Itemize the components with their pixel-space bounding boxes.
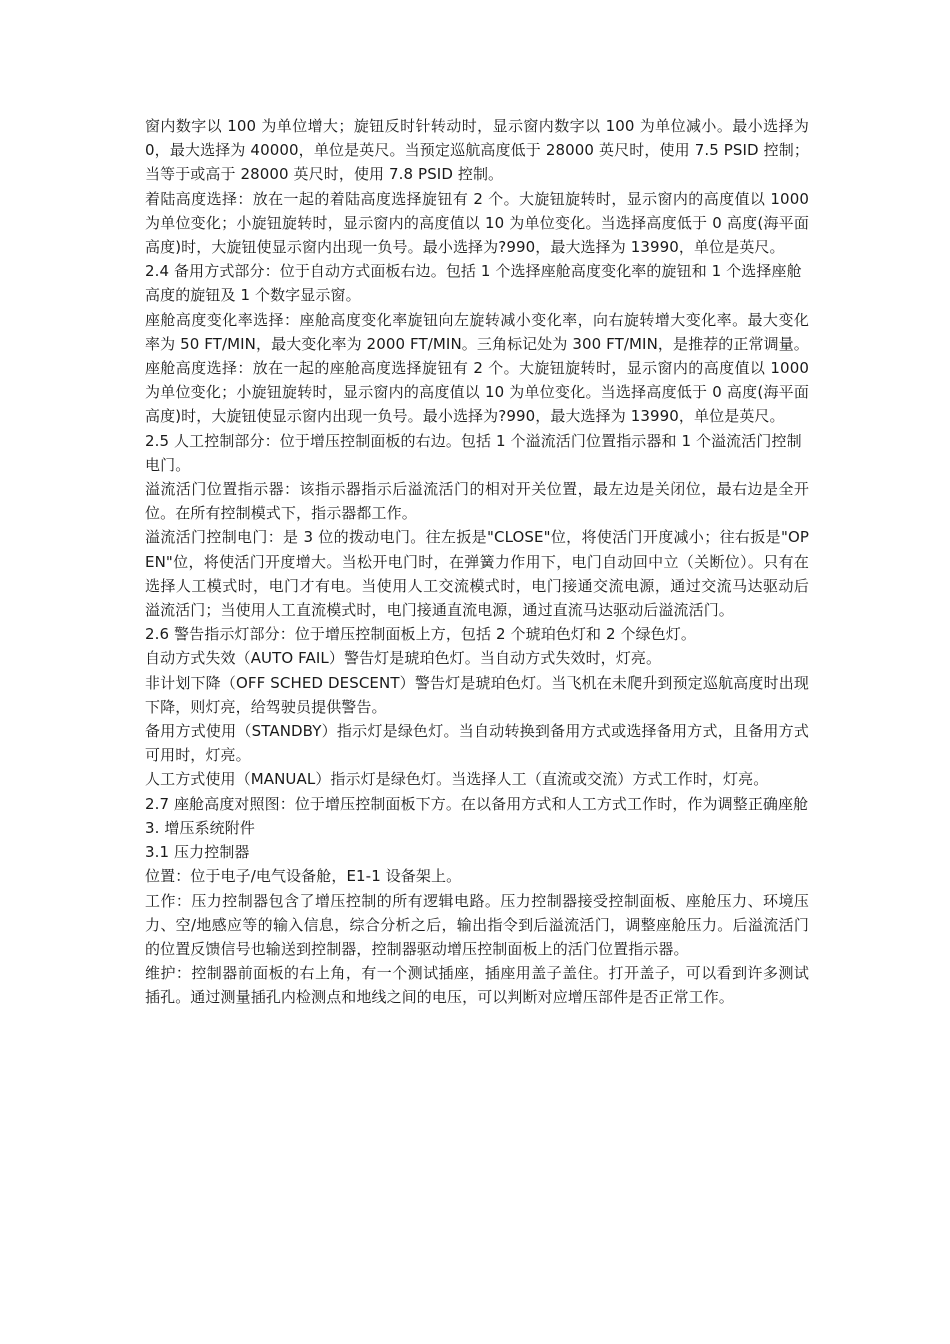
section-3-1-pressure-controller: 3.1 压力控制器	[145, 843, 250, 862]
paragraph-controller-operation: 工作：压力控制器包含了增压控制的所有逻辑电路。压力控制器接受控制面板、座舱压力、环境压力、空/地感应等的输入信息，综合分析之后，输出指令到后溢流活门，调整座舱压力。后溢流活门的位置反馈信号也输送到控制器，控制器驱动增压控制面板上的活门位置指示器。	[145, 891, 809, 958]
paragraph-landing-altitude: 着陆高度选择：放在一起的着陆高度选择旋钮有 2 个。大旋钮旋转时，显示窗内的高度值以 1000 为单位变化；小旋钮旋转时，显示窗内的高度值以 10 为单位变化。当选择高度低于 0 高度(海平面高度)时，大旋钮使显示窗内出现一负号。最小选择为?990，最大选择为 13990，单位是英尺。	[145, 189, 809, 257]
paragraph-cabin-altitude-selection: 座舱高度选择：放在一起的座舱高度选择旋钮有 2 个。大旋钮旋转时，显示窗内的高度值以 1000 为单位变化；小旋钮旋转时，显示窗内的高度值以 10 为单位变化。当选择高度低于 0 高度(海平面高度)时，大旋钮使显示窗内出现一负号。最小选择为?990，最大选择为 13990，单位是英尺。	[145, 359, 809, 426]
paragraph-outflow-valve-switch: 溢流活门控制电门：是 3 位的拨动电门。往左扳是"CLOSE"位，将使活门开度减小；往右扳是"OPEN"位，将使活门开度增大。当松开电门时，在弹簧力作用下，电门自动回中立（关断位）。只有在选择人工模式时，电门才有电。当使用人工交流模式时，电门接通交流电源，通过交流马达驱动后溢流活门；当使用人工直流模式时，电门接通直流电源，通过直流马达驱动后溢流活门。	[145, 528, 809, 620]
paragraph-cruise-altitude-continued: 窗内数字以 100 为单位增大；旋钮反时针转动时，显示窗内数字以 100 为单位减小。最小选择为 0，最大选择为 40000，单位是英尺。当预定巡航高度低于 28000 英尺时，使用 7.5 PSID 控制；当等于或高于 28000 英尺时，使用 7.8 PSID 控制。	[145, 117, 809, 184]
paragraph-off-sched-descent-light: 非计划下降（OFF SCHED DESCENT）警告灯是琥珀色灯。当飞机在未爬升到预定巡航高度时出现下降，则灯亮，给驾驶员提供警告。	[145, 673, 809, 716]
section-2-7-cabin-altitude-chart: 2.7 座舱高度对照图：位于增压控制面板下方。在以备用方式和人工方式工作时，作为调整正确座舱	[145, 794, 809, 813]
section-2-4-standby-mode: 2.4 备用方式部分：位于自动方式面板右边。包括 1 个选择座舱高度变化率的旋钮和 1 个选择座舱高度的旋钮及 1 个数字显示窗。	[145, 262, 802, 305]
paragraph-standby-light: 备用方式使用（STANDBY）指示灯是绿色灯。当自动转换到备用方式或选择备用方式，且备用方式可用时，灯亮。	[145, 722, 809, 765]
document-body	[145, 114, 809, 1010]
section-2-5-manual-control: 2.5 人工控制部分：位于增压控制面板的右边。包括 1 个溢流活门位置指示器和 1 个溢流活门控制电门。	[145, 431, 802, 474]
paragraph-auto-fail-light: 自动方式失效（AUTO FAIL）警告灯是琥珀色灯。当自动方式失效时，灯亮。	[145, 649, 662, 668]
paragraph-manual-light: 人工方式使用（MANUAL）指示灯是绿色灯。当选择人工（直流或交流）方式工作时，灯亮。	[145, 770, 769, 789]
paragraph-controller-location: 位置：位于电子/电气设备舱，E1-1 设备架上。	[145, 867, 462, 886]
paragraph-controller-maintenance: 维护：控制器前面板的右上角，有一个测试插座，插座用盖子盖住。打开盖子，可以看到许多测试插孔。通过测量插孔内检测点和地线之间的电压，可以判断对应增压部件是否正常工作。	[145, 964, 809, 1007]
section-2-6-warning-lights: 2.6 警告指示灯部分：位于增压控制面板上方，包括 2 个琥珀色灯和 2 个绿色灯。	[145, 625, 696, 644]
paragraph-cabin-rate-selection: 座舱高度变化率选择：座舱高度变化率旋钮向左旋转减小变化率，向右旋转增大变化率。最大变化率为 50 FT/MIN，最大变化率为 2000 FT/MIN。三角标记处为 300 FT/MIN，是推荐的正常调量。	[145, 310, 809, 353]
paragraph-outflow-valve-indicator: 溢流活门位置指示器：该指示器指示后溢流活门的相对开关位置，最左边是关闭位，最右边是全开位。在所有控制模式下，指示器都工作。	[145, 480, 809, 523]
section-3-pressurization-accessories: 3. 增压系统附件	[145, 818, 255, 837]
